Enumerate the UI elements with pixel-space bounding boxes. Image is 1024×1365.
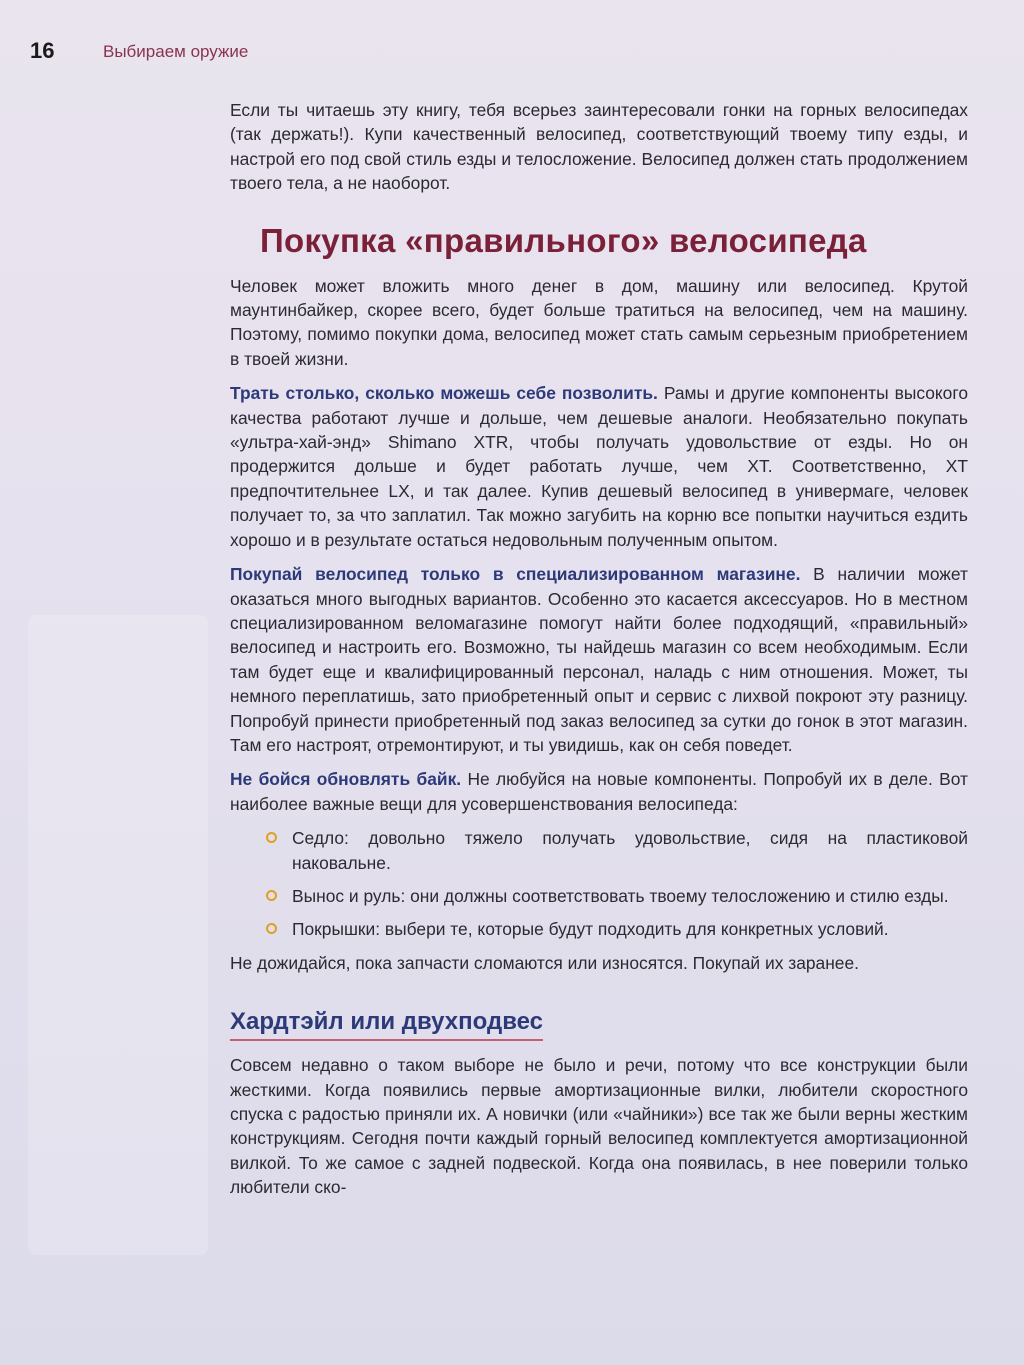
page-content <box>230 98 968 1210</box>
list-item <box>266 826 968 875</box>
circle-bullet-icon <box>266 923 277 934</box>
circle-bullet-icon <box>266 890 277 901</box>
paragraph: Человек может вложить много денег в дом, машину или велосипед. Крутой маунтинбайкер, скорее всего, будет больше тратиться на велосипед, чем на машину. Поэтому, помимо покупки дома, велосипед может стать самым серьезным приобретением в твоей жизни. <box>230 275 968 369</box>
section-heading-buying: Покупка «правильного» велосипеда <box>260 221 867 259</box>
paragraph-lead: Не бойся обновлять байк. <box>230 769 462 790</box>
paragraph-text: Не любуйся на новые компоненты. Попробуй их в деле. Вот наиболее важные вещи для усовершенствования велосипеда: <box>230 769 968 814</box>
background-shade <box>28 615 208 1255</box>
paragraph: Совсем недавно о таком выборе не было и речи, потому что все конструкции были жесткими. Когда появились первые амортизационные вилки, любители скоростного спуска с радостью приняли их. А новички (или «чайники») все так же были верны жестким конструкциям. Сегодня почти каждый горный велосипед комплектуется амортизационной вилкой. То же самое с задней подвеской. Когда она появилась, в нее поверили только любители ско- <box>230 1055 968 1198</box>
paragraph <box>230 381 968 552</box>
list-item-text: Седло: довольно тяжело получать удовольствие, сидя на пластиковой наковальне. <box>292 828 968 873</box>
list-item <box>266 917 968 941</box>
paragraph: Не дожидайся, пока запчасти сломаются или износятся. Покупай их заранее. <box>230 952 859 973</box>
upgrade-list <box>230 826 968 942</box>
paragraph-lead: Покупай велосипед только в специализированном магазине. <box>230 564 801 585</box>
page-number: 16 <box>30 38 55 63</box>
paragraph <box>230 767 968 816</box>
list-item-text: Вынос и руль: они должны соответствовать твоему телосложению и стилю езды. <box>292 885 949 906</box>
list-item-text: Покрышки: выбери те, которые будут подходить для конкретных условий. <box>292 919 889 940</box>
paragraph-lead: Трать столько, сколько можешь себе позволить. <box>230 383 658 404</box>
running-head: Выбираем оружие <box>103 42 249 61</box>
paragraph-text: Рамы и другие компоненты высокого качества работают лучше и дольше, чем дешевые аналоги. Необязательно покупать «ультра-хай-энд» Shimano XTR, чтобы получать удовольствие от езды. Но он продержится дольше и будет работать лучше, чем XT. Соответственно, XT предпочтительнее LX, и так далее. Купив дешевый велосипед в универмаге, человек получает то, за что заплатил. Так можно загубить на корню все попытки научиться ездить хорошо и в результате остаться недовольным полученным опытом. <box>230 383 968 550</box>
circle-bullet-icon <box>266 832 277 843</box>
list-item <box>266 884 968 908</box>
section-heading-hardtail: Хардтэйл или двухподвес <box>230 1007 543 1041</box>
intro-paragraph: Если ты читаешь эту книгу, тебя всерьез заинтересовали гонки на горных велосипедах (так держать!). Купи качественный велосипед, соответствующий твоему типу езды, и настрой его под свой стиль езды и телосложение. Велосипед должен стать продолжением твоего тела, а не наоборот. <box>230 100 968 194</box>
paragraph <box>230 562 968 757</box>
paragraph-text: В наличии может оказаться много выгодных вариантов. Особенно это касается аксессуаров. Но в местном специализированном веломагазине помогут найти более подходящий, «правильный» велосипед и настроить его. Возможно, ты найдешь магазин со всем необходимым. Если там будет еще и квалифицированный персонал, наладь с ним отношения. Может, ты немного переплатишь, зато приобретенный опыт и сервис с лихвой покроют эту разницу. Попробуй принести приобретенный под заказ велосипед за сутки до гонок в этот магазин. Там его настроят, отремонтируют, и ты увидишь, как он себя поведет. <box>230 564 968 755</box>
